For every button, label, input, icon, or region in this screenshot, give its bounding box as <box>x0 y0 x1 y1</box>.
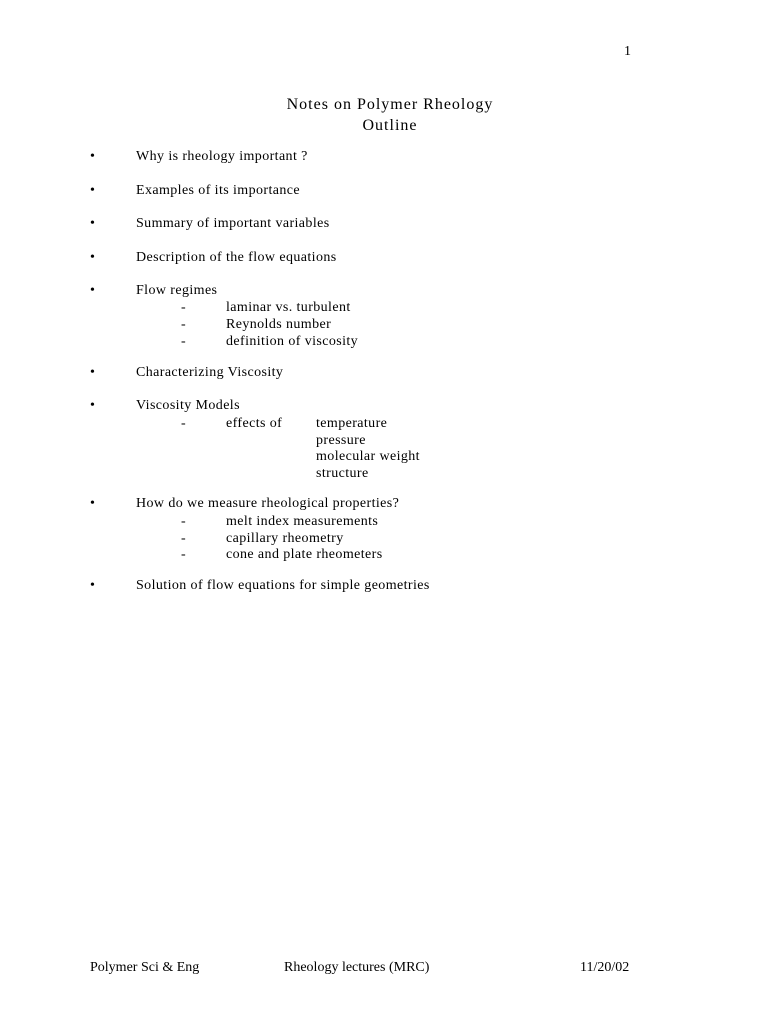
outline-item: Viscosity Models <box>136 398 240 413</box>
footer-left: Polymer Sci & Eng <box>90 960 200 975</box>
sub-item: laminar vs. turbulent <box>226 300 351 315</box>
outline-item: How do we measure rheological properties? <box>136 496 400 511</box>
outline-item: Why is rheology important ? <box>136 149 308 164</box>
outline-item: Summary of important variables <box>136 216 330 231</box>
bullet-icon: • <box>90 149 96 164</box>
dash-icon: - <box>181 531 187 546</box>
sub-sub-item: molecular weight <box>316 449 420 464</box>
page-number: 1 <box>624 44 632 59</box>
bullet-icon: • <box>90 216 96 231</box>
outline-item: Characterizing Viscosity <box>136 365 284 380</box>
sub-item: capillary rheometry <box>226 531 344 546</box>
footer-right: 11/20/02 <box>580 960 630 975</box>
dash-icon: - <box>181 416 187 431</box>
sub-item: definition of viscosity <box>226 334 359 349</box>
bullet-icon: • <box>90 398 96 413</box>
bullet-icon: • <box>90 365 96 380</box>
outline-item: Description of the flow equations <box>136 250 337 265</box>
outline-item: Solution of flow equations for simple geometries <box>136 578 430 593</box>
bullet-icon: • <box>90 283 96 298</box>
sub-item-label: effects of <box>226 416 283 431</box>
sub-item: Reynolds number <box>226 317 332 332</box>
bullet-icon: • <box>90 183 96 198</box>
dash-icon: - <box>181 300 187 315</box>
dash-icon: - <box>181 334 187 349</box>
sub-sub-item: temperature <box>316 416 388 431</box>
bullet-icon: • <box>90 250 96 265</box>
outline-item: Flow regimes <box>136 283 218 298</box>
bullet-icon: • <box>90 496 96 511</box>
sub-sub-item: structure <box>316 466 369 481</box>
dash-icon: - <box>181 514 187 529</box>
dash-icon: - <box>181 547 187 562</box>
sub-item: cone and plate rheometers <box>226 547 383 562</box>
outline-item: Examples of its importance <box>136 183 300 198</box>
sub-item: melt index measurements <box>226 514 379 529</box>
bullet-icon: • <box>90 578 96 593</box>
page-title <box>0 94 768 136</box>
subtitle-outline: Outline <box>362 117 418 134</box>
dash-icon: - <box>181 317 187 332</box>
title-line-1: Notes on Polymer Rheology <box>286 96 494 113</box>
footer-center: Rheology lectures (MRC) <box>284 960 430 975</box>
sub-sub-item: pressure <box>316 433 366 448</box>
